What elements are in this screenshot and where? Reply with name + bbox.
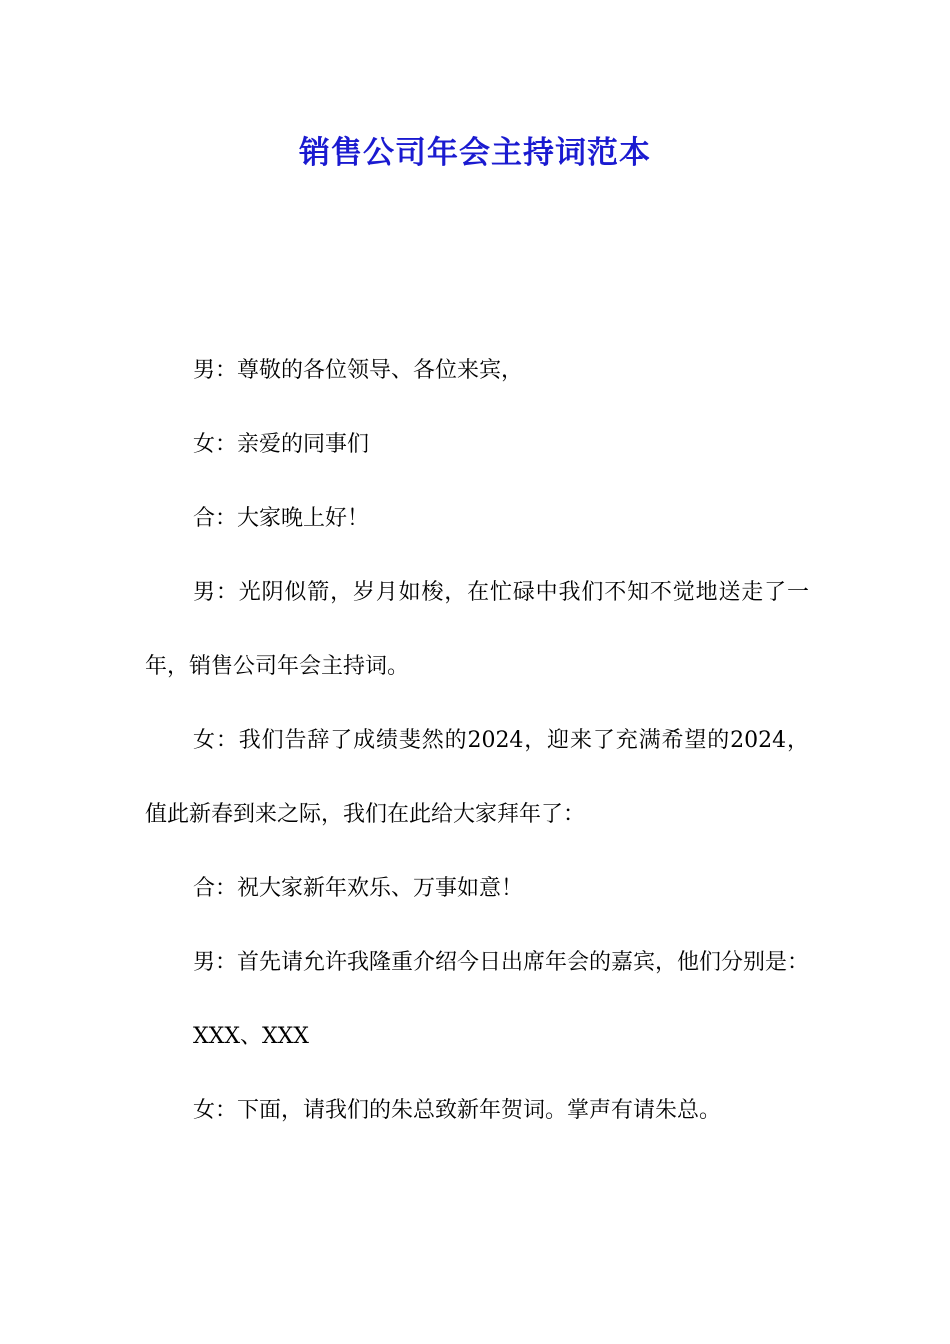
paragraph-introduce-guests: 男：首先请允许我隆重介绍今日出席年会的嘉宾，他们分别是： (193, 950, 810, 975)
paragraph-time-passes: 男：光阴似箭，岁月如梭，在忙碌中我们不知不觉地送走了一年，销售公司年会主持词。 (145, 580, 809, 679)
paragraph-invite-speech: 女：下面，请我们的朱总致新年贺词。掌声有请朱总。 (193, 1098, 722, 1123)
paragraph-greeting-male: 男：尊敬的各位领导、各位来宾， (193, 358, 524, 383)
paragraph-greeting-together: 合：大家晚上好！ (193, 506, 370, 531)
paragraph-greeting-female: 女：亲爱的同事们 (193, 432, 370, 457)
paragraph-new-year: 女：我们告辞了成绩斐然的2024，迎来了充满希望的2024，值此新春到来之际，我们在此给大家拜年了： (145, 728, 809, 827)
paragraph-blessing: 合：祝大家新年欢乐、万事如意！ (193, 876, 524, 901)
paragraph-guest-names: XXX、XXX (193, 1024, 309, 1049)
document-body (145, 334, 809, 1148)
document-title: 销售公司年会主持词范本 (299, 135, 651, 171)
